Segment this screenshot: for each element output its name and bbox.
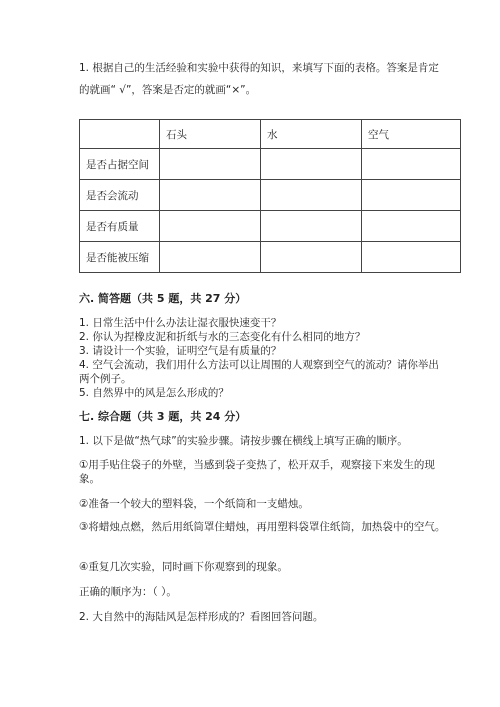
section-7-question-1: 1. 以下是做“热气球”的实验步骤。请按步骤在横线上填写正确的顺序。 bbox=[79, 435, 408, 447]
step-2: ②准备一个较大的塑料袋，一个纸筒和一支蜡烛。 bbox=[79, 498, 309, 510]
row-label-compress: 是否能被压缩 bbox=[80, 242, 160, 273]
row-label-occupy-space: 是否占据空间 bbox=[80, 149, 160, 180]
section-6-item-3: 3. 请设计一个实验，证明空气是有质量的？ bbox=[79, 345, 282, 357]
answer-cell[interactable] bbox=[160, 180, 261, 211]
answer-cell[interactable] bbox=[160, 242, 261, 273]
answer-cell[interactable] bbox=[261, 211, 362, 242]
table-header-water: 水 bbox=[261, 120, 362, 149]
table-header-row bbox=[80, 120, 461, 149]
section-6-title: 六. 简答题（共 5 题，共 27 分） bbox=[79, 292, 247, 305]
step-4: ④重复几次实验，同时画下你观察到的现象。 bbox=[79, 561, 288, 573]
table-header-corner bbox=[80, 120, 160, 149]
answer-cell[interactable] bbox=[362, 180, 461, 211]
answer-cell[interactable] bbox=[160, 211, 261, 242]
answer-cell[interactable] bbox=[160, 149, 261, 180]
step-3: ③将蜡烛点燃，然后用纸筒罩住蜡烛，再用塑料袋罩住纸筒，加热袋中的空气。 bbox=[79, 521, 446, 533]
table-row bbox=[80, 180, 461, 211]
row-label-flow: 是否会流动 bbox=[80, 180, 160, 211]
table-row bbox=[80, 242, 461, 273]
section-7-question-2: 2. 大自然中的海陆风是怎样形成的？看图回答问题。 bbox=[79, 611, 324, 623]
answer-cell[interactable] bbox=[362, 242, 461, 273]
answer-order-line[interactable]: 正确的顺序为：（ ）。 bbox=[79, 586, 177, 598]
question-1-line-1: 1. 根据自己的生活经验和实验中获得的知识，来填写下面的表格。答案是肯定 bbox=[79, 62, 439, 74]
step-1: ①用手贴住袋子的外壁，当感到袋子变热了，松开双手，观察接下来发生的现象。 bbox=[79, 459, 435, 485]
answer-cell[interactable] bbox=[362, 149, 461, 180]
section-6-item-4: 4. 空气会流动，我们用什么方法可以让周围的人观察到空气的流动？请你举出两个例子。 bbox=[79, 359, 439, 385]
answer-cell[interactable] bbox=[261, 149, 362, 180]
section-6-item-5: 5. 自然界中的风是怎么形成的？ bbox=[79, 387, 229, 399]
answer-cell[interactable] bbox=[261, 180, 362, 211]
table-header-stone: 石头 bbox=[160, 120, 261, 149]
question-1-line-2: 的就画“ √”，答案是否定的就画“×”。 bbox=[79, 84, 257, 96]
table-header-air: 空气 bbox=[362, 120, 461, 149]
section-6-item-1: 1. 日常生活中什么办法让湿衣服快速变干？ bbox=[79, 317, 282, 329]
row-label-mass: 是否有质量 bbox=[80, 211, 160, 242]
section-6-item-2: 2. 你认为捏橡皮泥和折纸与水的三态变化有什么相同的地方？ bbox=[79, 331, 366, 343]
answer-cell[interactable] bbox=[362, 211, 461, 242]
table-row bbox=[80, 149, 461, 180]
answer-cell[interactable] bbox=[261, 242, 362, 273]
table-row bbox=[80, 211, 461, 242]
section-7-title: 七. 综合题（共 3 题，共 24 分） bbox=[79, 410, 247, 423]
observation-table bbox=[79, 119, 461, 273]
